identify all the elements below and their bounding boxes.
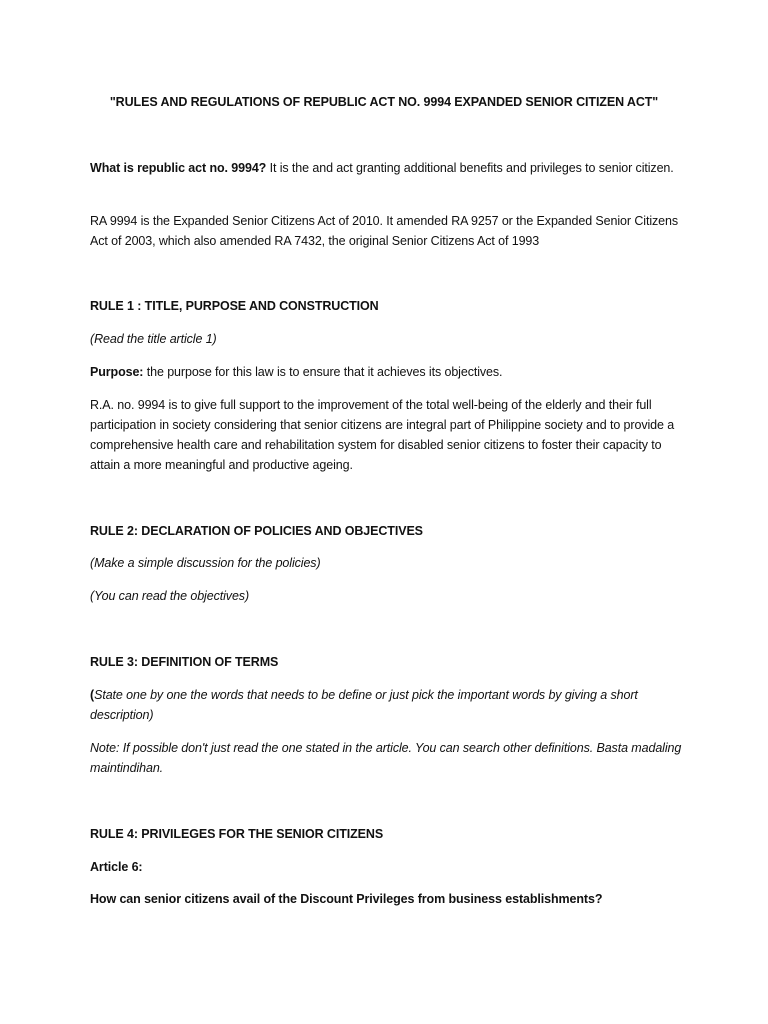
rule3-note2: Note: If possible don't just read the one stated in the article. You can search other definitions. Basta madaling maintindihan. xyxy=(90,741,682,775)
purpose-label: Purpose: xyxy=(90,365,144,379)
intro-answer: It is the and act granting additional benefits and privileges to senior citizen. xyxy=(266,161,674,175)
rule1-purpose xyxy=(90,362,690,382)
rule2-note-policies: (Make a simple discussion for the policies) xyxy=(90,556,321,570)
rule3-heading: RULE 3: DEFINITION OF TERMS xyxy=(90,655,279,669)
rule1-paragraph: R.A. no. 9994 is to give full support to the improvement of the total well-being of the elderly and their full participation in society considering that senior citizens are integral part of Philippine society and to provide a comprehensive health care and rehabilitation system for disabled senior citizens to foster their capacity to attain a more meaningful and productive ageing. xyxy=(90,398,675,472)
rule3-note xyxy=(90,685,690,725)
intro-question-paragraph xyxy=(90,158,690,178)
document-title: "RULES AND REGULATIONS OF REPUBLIC ACT NO. 9994 EXPANDED SENIOR CITIZEN ACT" xyxy=(109,95,659,109)
rule1-note: (Read the title article 1) xyxy=(90,332,217,346)
rule2-heading: RULE 2: DECLARATION OF POLICIES AND OBJECTIVES xyxy=(90,524,423,538)
rule4-question: How can senior citizens avail of the Discount Privileges from business establishments? xyxy=(90,892,603,906)
rule3-note-text: State one by one the words that needs to be define or just pick the important words by giving a short description) xyxy=(90,688,638,722)
intro-paragraph: RA 9994 is the Expanded Senior Citizens Act of 2010. It amended RA 9257 or the Expanded Senior Citizens Act of 2003, which also amended RA 7432, the original Senior Citizens Act of 1993 xyxy=(90,214,678,248)
rule3-paren: ( xyxy=(90,688,95,702)
intro-question: What is republic act no. 9994? xyxy=(90,161,267,175)
rule2-note-objectives: (You can read the objectives) xyxy=(90,589,250,603)
rule1-heading: RULE 1 : TITLE, PURPOSE AND CONSTRUCTION xyxy=(90,299,379,313)
purpose-text: the purpose for this law is to ensure that it achieves its objectives. xyxy=(143,365,503,379)
rule4-heading: RULE 4: PRIVILEGES FOR THE SENIOR CITIZENS xyxy=(90,827,384,841)
rule4-article: Article 6: xyxy=(90,860,143,874)
